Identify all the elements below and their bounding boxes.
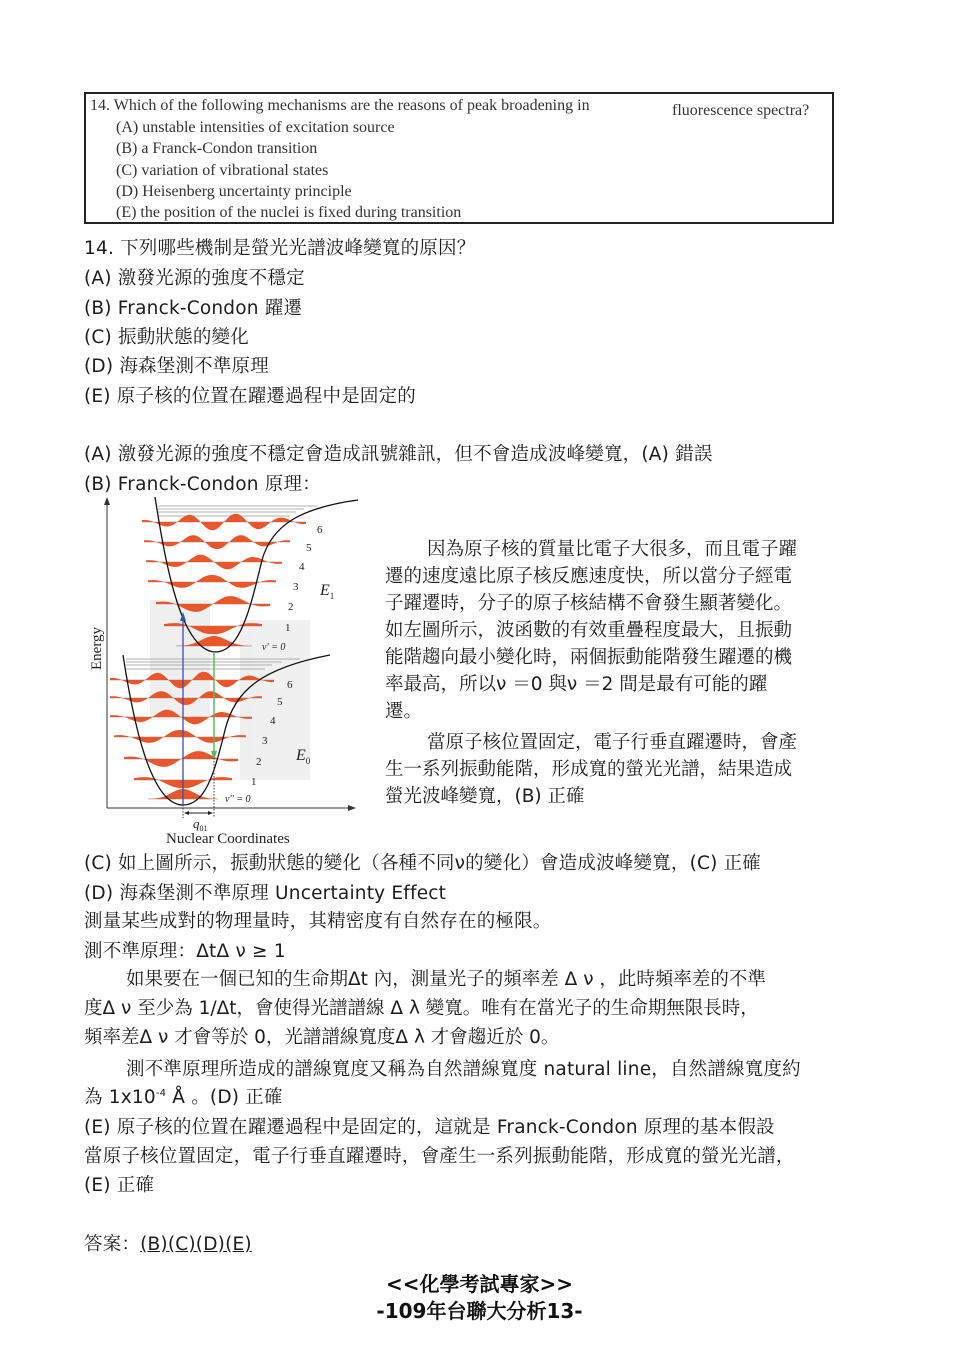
natural-width-exponent: -4 xyxy=(155,1087,167,1099)
question-stem-en-tail: fluorescence spectra? xyxy=(672,102,810,119)
d-para1-line: 度Δ ν 至少為 1/Δt，會使得光譜譜線 Δ λ 變寬。唯有在當光子的生命期無限長時， xyxy=(84,998,759,1019)
option-en-d: (D) Heisenberg uncertainty principle xyxy=(116,183,352,200)
option-zh-b: (B) Franck-Condon 躍遷 xyxy=(84,298,303,319)
d-para1-line: 頻率差Δ ν 才會等於 0，光譜譜線寬度Δ λ 才會趨近於 0。 xyxy=(84,1027,560,1048)
explanation-d-paragraph2-line2 xyxy=(84,1083,283,1109)
b-para1-line: 子躍遷時，分子的原子核結構不會發生顯著變化。 xyxy=(385,593,793,614)
b-para1-line: 遷。 xyxy=(385,701,423,722)
lower-level-label-1: 1 xyxy=(251,776,257,788)
explanation-d-paragraph2-line1: 測不準原理所造成的譜線寬度又稱為自然譜線寬度 natural line，自然譜線寬度約 xyxy=(126,1059,801,1080)
lower-level-label-2: 2 xyxy=(256,756,262,768)
explanation-e-line2: 當原子核位置固定，電子行垂直躍遷時，會產生一系列振動能階，形成寬的螢光光譜， xyxy=(84,1146,795,1167)
wavefunction-shape xyxy=(114,730,246,743)
answer-value: (B)(C)(D)(E) xyxy=(140,1234,252,1255)
explanation-c: (C) 如上圖所示，振動狀態的變化（各種不同ν的變化）會造成波峰變寬，(C) 正確 xyxy=(84,853,762,874)
upper-level-label-0: v' = 0 xyxy=(262,642,286,653)
option-zh-d: (D) 海森堡測不準原理 xyxy=(84,356,269,377)
lower-level-label-4: 4 xyxy=(270,715,276,727)
d-para1-line: 如果要在一個已知的生命期Δt 內，測量光子的頻率差 Δ ν ，此時頻率差的不準 xyxy=(126,969,766,990)
natural-width-suffix: Å 。(D) 正確 xyxy=(166,1087,283,1108)
energy-axis-label: Energy xyxy=(89,626,105,670)
energy-axis-arrowhead xyxy=(104,497,110,505)
footer-page: -109年台聯大分析13- xyxy=(376,1299,583,1323)
b-para2-line: 螢光波峰變寬，(B) 正確 xyxy=(385,786,585,807)
lower-level-label-6: 6 xyxy=(287,679,293,691)
option-zh-c: (C) 振動狀態的變化 xyxy=(84,327,249,348)
explanation-d-heading: (D) 海森堡測不準原理 Uncertainty Effect xyxy=(84,883,447,904)
b-para2-line: 當原子核位置固定，電子行垂直躍遷時，會產 xyxy=(427,732,798,753)
explanation-d-paragraph1 xyxy=(84,965,766,1052)
option-en-e: (E) the position of the nuclei is fixed during transition xyxy=(116,204,462,221)
explanation-b-heading: (B) Franck-Condon 原理： xyxy=(84,474,321,495)
b-para1-line: 因為原子核的質量比電子大很多，而且電子躍 xyxy=(427,539,798,560)
question-stem-en: 14. Which of the following mechanisms are the reasons of peak broadening in xyxy=(90,97,590,114)
option-en-b: (B) a Franck-Condon transition xyxy=(116,140,318,157)
b-para1-line: 率最高，所以ν ＝0 與ν ＝2 間是最有可能的躍 xyxy=(385,674,768,695)
b-para1-line: 能階趨向最小變化時，兩個振動能階發生躍遷的機 xyxy=(385,647,793,668)
answer-label: 答案： xyxy=(84,1234,141,1255)
explanation-d-line2: 測不準原理：ΔtΔ ν ≥ 1 xyxy=(84,941,286,962)
question-stem-zh: 14. 下列哪些機制是螢光光譜波峰變寬的原因？ xyxy=(84,238,476,259)
option-zh-e: (E) 原子核的位置在躍遷過程中是固定的 xyxy=(84,386,417,407)
explanation-e-line3: (E) 正確 xyxy=(84,1175,155,1196)
question-box-english xyxy=(84,92,834,224)
q01-label: $q_{01}$ xyxy=(193,816,208,833)
upper-level-label-4: 4 xyxy=(299,561,305,573)
upper-level-label-1: 1 xyxy=(285,622,291,634)
natural-width-prefix: 為 1x10 xyxy=(84,1087,156,1108)
b-para1-line: 如左圖所示，波函數的有效重疊程度最大，且振動 xyxy=(385,620,793,641)
upper-level-label-2: 2 xyxy=(288,601,294,613)
lower-level-label-0: v'' = 0 xyxy=(225,794,251,805)
upper-level-label-6: 6 xyxy=(317,524,323,536)
explanation-d-line1: 測量某些成對的物理量時，其精密度有自然存在的極限。 xyxy=(84,911,552,932)
option-en-c: (C) variation of vibrational states xyxy=(116,162,329,179)
lower-level-label-5: 5 xyxy=(277,696,283,708)
coordinate-axis-label: Nuclear Coordinates xyxy=(166,831,290,847)
explanation-a: (A) 激發光源的強度不穩定會造成訊號雜訊，但不會造成波峰變寬，(A) 錯誤 xyxy=(84,444,713,465)
wavefunction-shape xyxy=(124,751,238,767)
b-para1-line: 遷的速度遠比原子核反應速度快，所以當分子經電 xyxy=(385,566,793,587)
lower-state-label: $E_0$ xyxy=(296,747,311,766)
option-en-a: (A) unstable intensities of excitation source xyxy=(116,119,395,136)
footer-brand: <<化學考試專家>> xyxy=(385,1272,574,1296)
upper-state-label: $E_1$ xyxy=(320,582,335,601)
b-para2-line: 生一系列振動能階，形成寬的螢光光譜，結果造成 xyxy=(385,759,793,780)
lower-level-label-3: 3 xyxy=(262,735,268,747)
wavefunction-shape xyxy=(144,535,290,549)
upper-level-label-3: 3 xyxy=(293,581,299,593)
option-zh-a: (A) 激發光源的強度不穩定 xyxy=(84,268,305,289)
explanation-e-line1: (E) 原子核的位置在躍遷過程中是固定的，這就是 Franck-Condon 原理的基本假設 xyxy=(84,1117,775,1138)
coordinate-axis-arrowhead xyxy=(348,805,356,811)
franck-condon-diagram xyxy=(84,492,374,848)
explanation-b-paragraph1 xyxy=(385,536,797,725)
answer xyxy=(84,1230,252,1256)
explanation-b-paragraph2 xyxy=(385,729,797,810)
upper-level-label-5: 5 xyxy=(306,542,312,554)
